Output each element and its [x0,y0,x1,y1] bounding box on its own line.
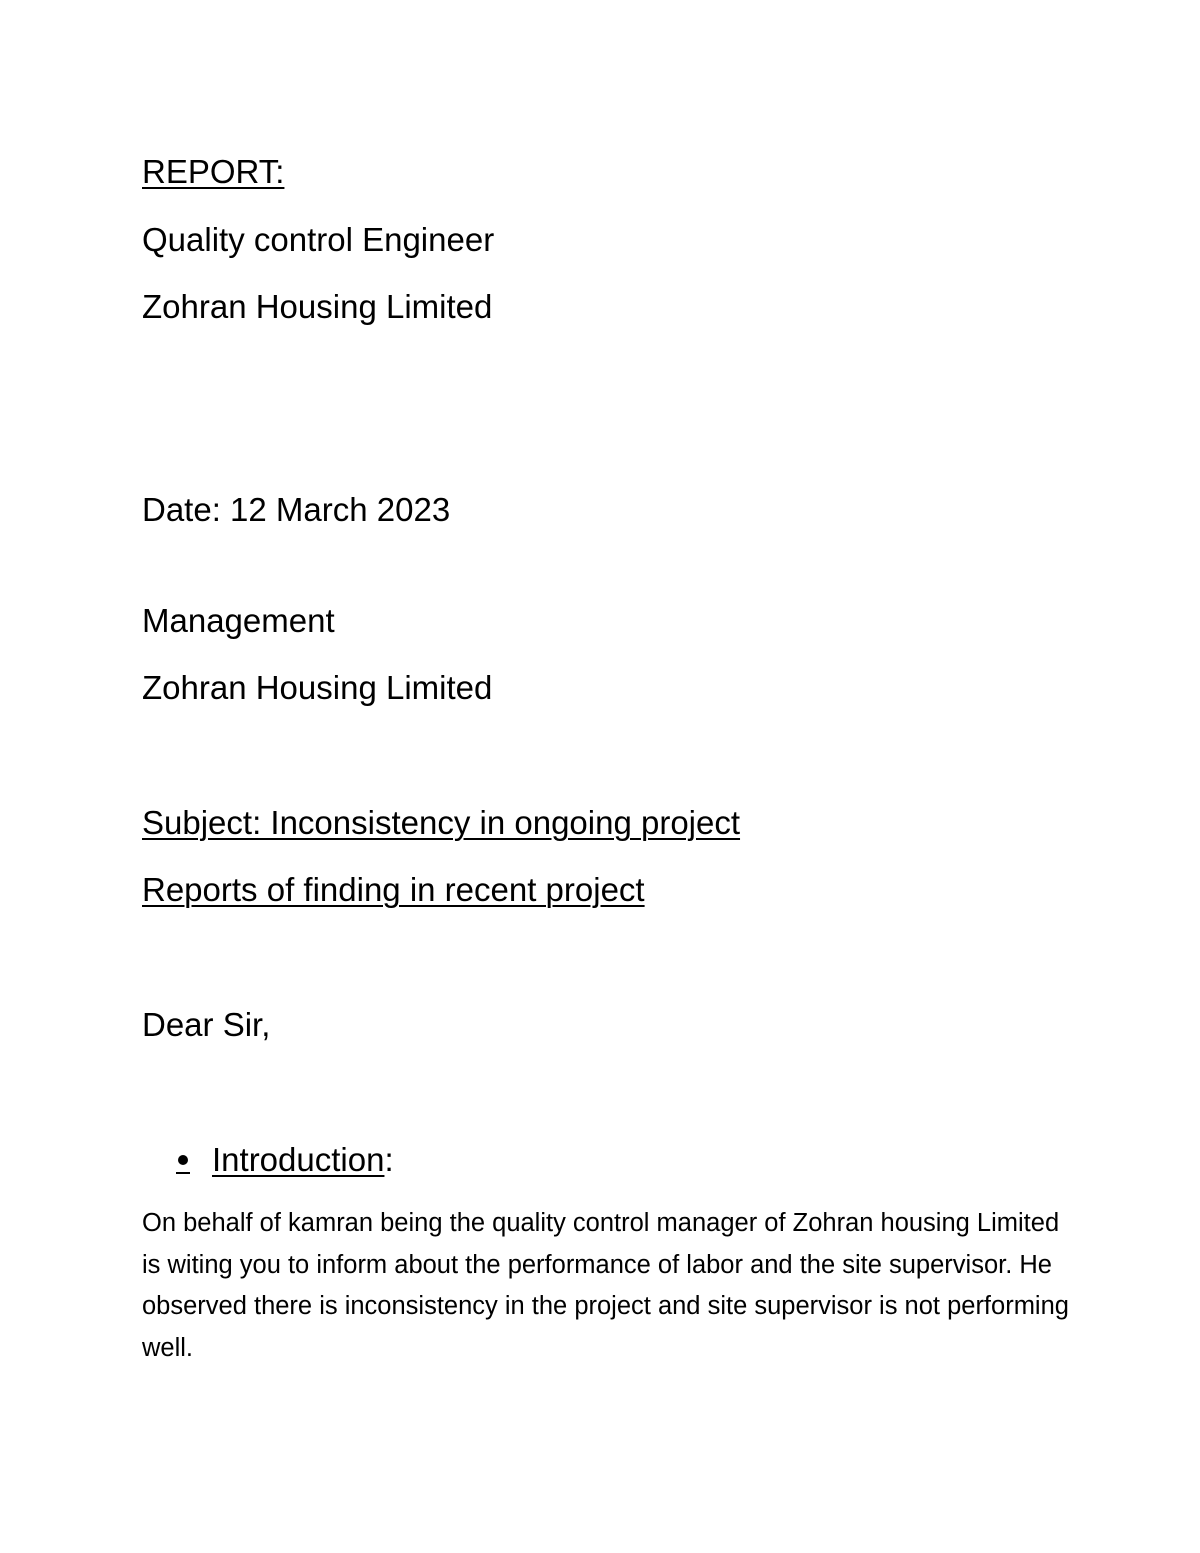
introduction-colon: : [384,1141,394,1178]
salutation: Dear Sir, [142,1006,271,1043]
report-date: Date: 12 March 2023 [142,491,451,528]
introduction-heading: Introduction [212,1141,385,1178]
introduction-heading-wrapper [212,1138,394,1182]
introduction-body: On behalf of kamran being the quality control manager of Zohran housing Limited is witing you to inform about the performance of labor and the site supervisor. He observed there is inconsistency in the project and site supervisor is not performing well. [142,1209,1069,1362]
sender-company: Zohran Housing Limited [142,288,493,325]
subject-subline: Reports of finding in recent project [142,871,645,908]
recipient-company: Zohran Housing Limited [142,669,493,706]
subject-line: Subject: Inconsistency in ongoing project [142,804,741,841]
bullet-dot-icon [178,1155,188,1165]
sender-title: Quality control Engineer [142,221,495,258]
recipient-title: Management [142,602,335,639]
report-heading: REPORT: [142,153,285,190]
bullet-underline [176,1172,190,1174]
